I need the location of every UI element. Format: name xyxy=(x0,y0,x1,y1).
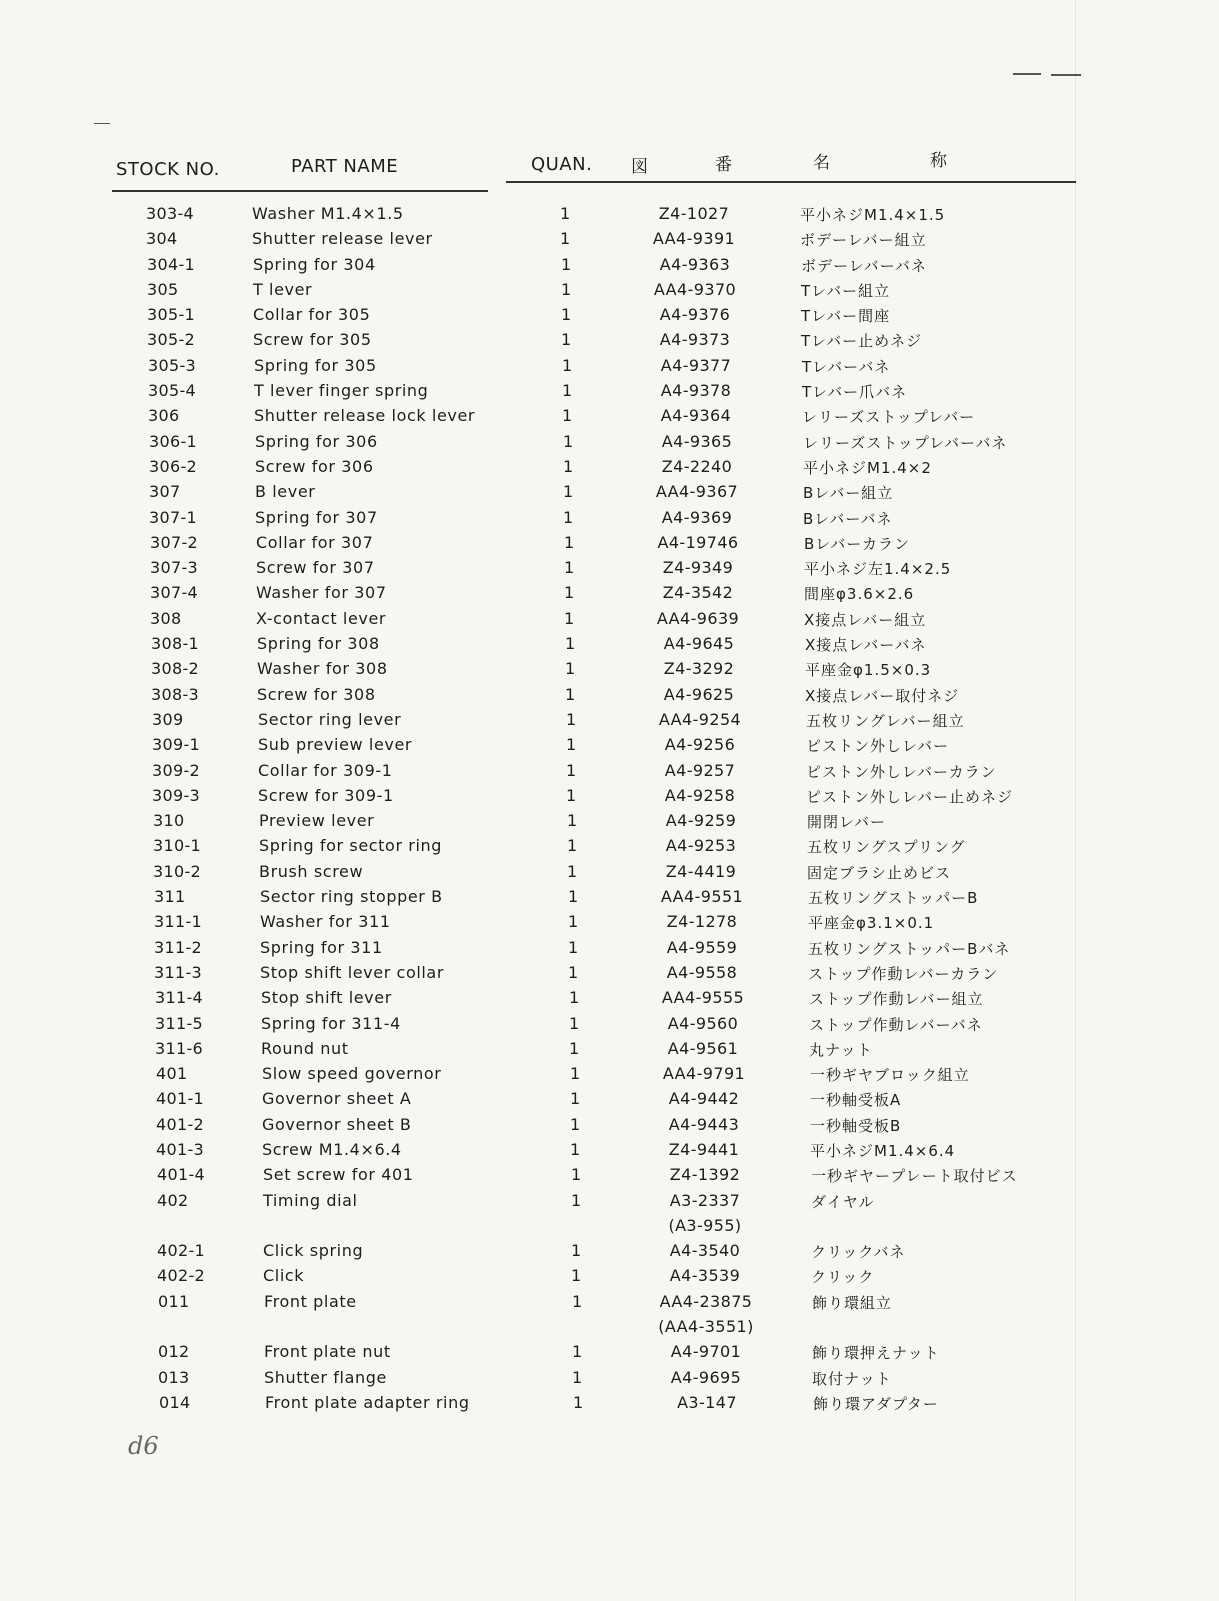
table-row xyxy=(5,631,1219,656)
table-row xyxy=(6,783,1219,808)
part-name-cell: Spring for 304 xyxy=(253,254,376,274)
quantity-cell: 1 xyxy=(572,1291,583,1311)
figure-number-cell: A4-3540 xyxy=(669,1241,741,1261)
figure-number-cell: Z4-1027 xyxy=(658,204,730,223)
part-name-cell: Collar for 307 xyxy=(256,532,374,552)
table-row xyxy=(11,1162,1219,1187)
figure-number-cell: A4-9561 xyxy=(667,1038,739,1058)
quantity-cell: 1 xyxy=(570,1114,581,1134)
part-name-cell: T lever xyxy=(253,279,313,299)
japanese-name-cell: 平小ネジM1.4×2 xyxy=(803,458,932,477)
part-name-cell: Click xyxy=(263,1266,305,1286)
table-row xyxy=(7,859,1219,884)
table-row xyxy=(5,656,1219,681)
figure-number-cell: A4-9625 xyxy=(663,684,735,704)
stock-no-cell: 311-4 xyxy=(155,988,203,1008)
table-row xyxy=(6,707,1219,732)
quantity-cell: 1 xyxy=(571,1241,582,1261)
figure-number-cell: Z4-3292 xyxy=(663,659,735,679)
stock-no-cell: 308-1 xyxy=(151,634,199,654)
quantity-cell: 1 xyxy=(567,861,578,881)
figure-number-cell: A3-2337 xyxy=(669,1190,741,1210)
figure-number-cell: AA4-9555 xyxy=(661,988,745,1008)
quantity-cell: 1 xyxy=(566,785,577,805)
japanese-name-cell: 平小ネジ左1.4×2.5 xyxy=(804,560,952,579)
japanese-name-cell: ボデーレバーバネ xyxy=(801,256,927,275)
quantity-cell: 1 xyxy=(570,1064,581,1084)
table-row xyxy=(3,479,1219,504)
figure-number-cell: AA4-9551 xyxy=(660,887,744,907)
table-row xyxy=(13,1390,1219,1415)
part-name-cell: Sector ring stopper B xyxy=(260,887,443,907)
quantity-cell: 1 xyxy=(568,962,579,982)
quantity-cell: 1 xyxy=(565,634,576,654)
quantity-cell: 1 xyxy=(566,735,577,755)
header-stock-no: STOCK NO. xyxy=(116,159,220,180)
quantity-cell: 1 xyxy=(566,760,577,780)
quantity-cell: 1 xyxy=(569,1038,580,1058)
japanese-name-cell: X接点レバーバネ xyxy=(805,636,927,655)
part-name-cell: Stop shift lever xyxy=(261,988,392,1008)
table-row xyxy=(12,1289,1219,1340)
table-row xyxy=(9,1011,1219,1036)
japanese-name-cell: 固定ブラシ止めビス xyxy=(807,863,952,882)
figure-number-cell: A4-9377 xyxy=(660,355,732,375)
quantity-cell: 1 xyxy=(568,887,579,907)
part-name-cell: Spring for sector ring xyxy=(259,836,443,856)
figure-number-cell: AA4-23875 xyxy=(659,1291,753,1311)
table-row xyxy=(5,682,1219,707)
japanese-name-cell: X接点レバー取付ネジ xyxy=(805,686,960,705)
table-row xyxy=(7,833,1219,858)
part-name-cell: Brush screw xyxy=(259,861,364,881)
figure-number-cell: AA4-9254 xyxy=(658,709,742,729)
quantity-cell: 1 xyxy=(570,1139,581,1159)
japanese-name-cell: クリック xyxy=(811,1268,875,1287)
stock-no-cell: 402-1 xyxy=(157,1241,205,1261)
figure-number-cell: A4-9259 xyxy=(665,811,737,831)
quantity-cell: 1 xyxy=(566,709,577,729)
part-name-cell: Stop shift lever collar xyxy=(260,962,445,982)
table-row xyxy=(12,1339,1219,1364)
stock-no-cell: 305-1 xyxy=(147,305,195,325)
alt-figure-number-cell: (AA4-3551) xyxy=(658,1316,754,1336)
stock-no-cell: 304-1 xyxy=(147,254,195,274)
quantity-cell: 1 xyxy=(561,279,572,299)
japanese-name-cell: 平座金φ1.5×0.3 xyxy=(805,661,932,680)
figure-number-cell: A4-9253 xyxy=(665,836,737,856)
quantity-cell: 1 xyxy=(563,482,574,502)
figure-number-cell: A4-9378 xyxy=(660,381,732,401)
stock-no-cell: 310-2 xyxy=(153,861,201,881)
stock-no-cell: 309-3 xyxy=(152,785,200,805)
japanese-name-cell: Bレバーカラン xyxy=(804,534,910,553)
japanese-name-cell: 五枚リングストッパーB xyxy=(808,889,979,908)
part-name-cell: B lever xyxy=(255,482,316,502)
japanese-name-cell: Tレバー止めネジ xyxy=(801,332,923,351)
quantity-cell: 1 xyxy=(571,1165,582,1185)
stock-no-cell: 310 xyxy=(153,811,185,831)
japanese-name-cell: 取付ナット xyxy=(812,1369,892,1388)
japanese-name-cell: 飾り環アダプター xyxy=(813,1394,939,1413)
japanese-name-cell: 一秒軸受板A xyxy=(810,1091,902,1110)
quantity-cell: 1 xyxy=(568,912,579,932)
japanese-name-cell: ボデーレバー組立 xyxy=(800,231,927,250)
quantity-cell: 1 xyxy=(568,937,579,957)
part-name-cell: Shutter release lock lever xyxy=(254,406,476,426)
table-row xyxy=(2,378,1219,403)
figure-number-cell: A4-9257 xyxy=(664,760,736,780)
table-row xyxy=(11,1263,1219,1288)
stock-no-cell: 402 xyxy=(157,1190,189,1210)
stock-no-cell: 401-1 xyxy=(156,1089,204,1109)
table-row xyxy=(10,1137,1219,1162)
japanese-name-cell: レリーズストップレバー xyxy=(802,408,976,427)
japanese-name-cell: Tレバーバネ xyxy=(802,357,891,376)
japanese-name-cell: ダイヤル xyxy=(811,1192,875,1211)
japanese-name-cell: 飾り環組立 xyxy=(812,1293,893,1312)
stock-no-cell: 306 xyxy=(148,406,180,426)
part-name-cell: Washer M1.4×1.5 xyxy=(252,204,404,223)
quantity-cell: 1 xyxy=(564,558,575,578)
stock-no-cell: 307-1 xyxy=(149,507,197,527)
japanese-name-cell: 開閉レバー xyxy=(807,813,886,832)
part-name-cell: Slow speed governor xyxy=(262,1064,442,1084)
quantity-cell: 1 xyxy=(564,532,575,552)
figure-number-cell: AA4-9367 xyxy=(655,482,739,502)
quantity-cell: 1 xyxy=(563,507,574,527)
part-name-cell: Spring for 311-4 xyxy=(261,1013,401,1033)
part-name-cell: Collar for 305 xyxy=(253,305,371,325)
figure-number-cell: A4-19746 xyxy=(657,532,739,552)
figure-number-cell: AA4-9370 xyxy=(653,279,737,299)
stock-no-cell: 401 xyxy=(156,1064,188,1084)
part-name-cell: Preview lever xyxy=(259,811,375,831)
japanese-name-cell: ストップ作動レバー組立 xyxy=(809,990,984,1009)
table-row xyxy=(1,302,1219,327)
japanese-name-cell: ピストン外しレバー止めネジ xyxy=(806,787,1013,806)
scan-mark xyxy=(1013,73,1041,75)
part-name-cell: Screw M1.4×6.4 xyxy=(262,1139,402,1159)
japanese-name-cell: 丸ナット xyxy=(809,1040,873,1059)
quantity-cell: 1 xyxy=(564,608,575,628)
stock-no-cell: 013 xyxy=(158,1367,190,1387)
figure-number-cell: A4-9695 xyxy=(670,1367,742,1387)
table-row xyxy=(2,403,1219,428)
part-name-cell: Spring for 305 xyxy=(254,355,377,375)
stock-no-cell: 308 xyxy=(150,608,182,628)
table-row xyxy=(10,1086,1219,1111)
quantity-cell: 1 xyxy=(562,381,573,401)
quantity-cell: 1 xyxy=(569,988,580,1008)
figure-number-cell: A4-9365 xyxy=(661,431,733,451)
quantity-cell: 1 xyxy=(565,659,576,679)
table-row xyxy=(10,1061,1219,1086)
quantity-cell: 1 xyxy=(571,1266,582,1286)
scan-mark xyxy=(94,123,110,124)
stock-no-cell: 306-1 xyxy=(149,431,197,451)
part-name-cell: Set screw for 401 xyxy=(263,1165,414,1185)
japanese-name-cell: 一秒ギヤブロック組立 xyxy=(810,1066,970,1085)
stock-no-cell: 305-3 xyxy=(148,355,196,375)
header-jp-sho: 称 xyxy=(930,151,948,171)
figure-number-cell: A3-147 xyxy=(677,1392,737,1412)
stock-no-cell: 309-1 xyxy=(152,735,200,755)
part-name-cell: Shutter flange xyxy=(264,1367,387,1387)
table-row xyxy=(3,454,1219,479)
quantity-cell: 1 xyxy=(560,229,571,249)
header-part-name: PART NAME xyxy=(291,156,399,177)
figure-number-cell: A4-9645 xyxy=(663,634,735,654)
scan-mark xyxy=(1051,74,1081,76)
figure-number-cell: AA4-9791 xyxy=(662,1064,746,1084)
quantity-cell: 1 xyxy=(561,305,572,325)
japanese-name-cell: 五枚リングストッパーBバネ xyxy=(808,939,1011,958)
figure-number-cell: Z4-1278 xyxy=(666,912,738,932)
stock-no-cell: 303-4 xyxy=(146,204,194,223)
stock-no-cell: 307-4 xyxy=(150,583,198,603)
part-name-cell: Spring for 311 xyxy=(260,937,383,957)
part-name-cell: Screw for 306 xyxy=(255,456,374,476)
japanese-name-cell: 一秒軸受板B xyxy=(810,1116,902,1135)
part-name-cell: T lever finger spring xyxy=(254,381,429,401)
figure-number-cell: A4-9701 xyxy=(670,1342,742,1362)
header-jp-mei: 名 xyxy=(813,153,831,173)
part-name-cell: Spring for 306 xyxy=(255,431,378,451)
stock-no-cell: 011 xyxy=(158,1291,190,1311)
table-header xyxy=(0,150,1219,190)
figure-number-cell: Z4-9441 xyxy=(668,1139,740,1159)
figure-number-cell: A4-9373 xyxy=(659,330,731,350)
japanese-name-cell: ピストン外しレバー xyxy=(806,737,949,756)
figure-number-cell: A4-9364 xyxy=(660,406,732,426)
stock-no-cell: 308-2 xyxy=(151,659,199,679)
quantity-cell: 1 xyxy=(562,355,573,375)
table-row xyxy=(7,808,1219,833)
stock-no-cell: 304 xyxy=(146,229,178,249)
part-name-cell: Spring for 307 xyxy=(255,507,378,527)
japanese-name-cell: クリックバネ xyxy=(811,1243,906,1262)
table-row xyxy=(4,606,1219,631)
table-row xyxy=(4,530,1219,555)
table-row xyxy=(6,758,1219,783)
figure-number-cell: Z4-4419 xyxy=(665,861,737,881)
quantity-cell: 1 xyxy=(571,1190,582,1210)
stock-no-cell: 012 xyxy=(158,1342,190,1362)
quantity-cell: 1 xyxy=(564,583,575,603)
part-name-cell: Washer for 308 xyxy=(257,659,388,679)
japanese-name-cell: レリーズストップレバーバネ xyxy=(803,433,1008,452)
japanese-name-cell: Bレバーバネ xyxy=(803,509,893,528)
stock-no-cell: 401-3 xyxy=(156,1139,204,1159)
part-name-cell: Screw for 305 xyxy=(253,330,372,350)
table-row xyxy=(1,277,1219,302)
stock-no-cell: 307-3 xyxy=(150,558,198,578)
part-name-cell: Sub preview lever xyxy=(258,735,413,755)
stock-no-cell: 305 xyxy=(147,279,179,299)
japanese-name-cell: 平小ネジM1.4×6.4 xyxy=(810,1141,956,1160)
header-jp-zu: 図 xyxy=(631,157,649,177)
quantity-cell: 1 xyxy=(572,1342,583,1362)
stock-no-cell: 305-4 xyxy=(148,381,196,401)
header-rule-left xyxy=(112,190,488,192)
quantity-cell: 1 xyxy=(563,431,574,451)
figure-number-cell: A4-9376 xyxy=(659,305,731,325)
part-name-cell: Governor sheet B xyxy=(262,1114,412,1134)
table-row xyxy=(11,1238,1219,1263)
stock-no-cell: 309-2 xyxy=(152,760,200,780)
part-name-cell: Round nut xyxy=(261,1038,349,1058)
part-name-cell: Click spring xyxy=(263,1241,364,1261)
table-row xyxy=(8,884,1219,909)
stock-no-cell: 311-5 xyxy=(155,1013,203,1033)
figure-number-cell: Z4-1392 xyxy=(669,1165,741,1185)
table-row xyxy=(12,1365,1219,1390)
header-jp-ban: 番 xyxy=(715,155,733,175)
table-row xyxy=(0,201,1219,226)
japanese-name-cell: 平座金φ3.1×0.1 xyxy=(808,914,935,933)
table-row xyxy=(3,505,1219,530)
japanese-name-cell: 飾り環押えナット xyxy=(812,1344,940,1363)
japanese-name-cell: 五枚リングスプリング xyxy=(807,838,966,857)
part-name-cell: Timing dial xyxy=(263,1190,358,1210)
stock-no-cell: 311-2 xyxy=(154,937,202,957)
stock-no-cell: 306-2 xyxy=(149,456,197,476)
japanese-name-cell: X接点レバー組立 xyxy=(804,610,927,629)
japanese-name-cell: Tレバー爪バネ xyxy=(802,383,908,402)
figure-number-cell: AA4-9639 xyxy=(656,608,740,628)
part-name-cell: Washer for 311 xyxy=(260,912,391,932)
stock-no-cell: 308-3 xyxy=(151,684,199,704)
part-name-cell: Governor sheet A xyxy=(262,1089,412,1109)
figure-number-cell: A4-9256 xyxy=(664,735,736,755)
japanese-name-cell: Tレバー間座 xyxy=(801,307,891,326)
table-row xyxy=(1,252,1219,277)
table-row xyxy=(2,353,1219,378)
japanese-name-cell: 間座φ3.6×2.6 xyxy=(804,585,915,604)
parts-table xyxy=(0,201,1219,1415)
japanese-name-cell: Tレバー組立 xyxy=(801,281,891,300)
part-name-cell: X-contact lever xyxy=(256,608,387,628)
quantity-cell: 1 xyxy=(569,1013,580,1033)
part-name-cell: Washer for 307 xyxy=(256,583,387,603)
stock-no-cell: 402-2 xyxy=(157,1266,205,1286)
part-name-cell: Shutter release lever xyxy=(252,229,433,249)
table-row xyxy=(11,1188,1219,1239)
stock-no-cell: 401-2 xyxy=(156,1114,204,1134)
part-name-cell: Collar for 309-1 xyxy=(258,760,393,780)
table-row xyxy=(8,909,1219,934)
quantity-cell: 1 xyxy=(560,204,571,223)
stock-no-cell: 311 xyxy=(154,887,186,907)
table-row xyxy=(8,960,1219,985)
stock-no-cell: 310-1 xyxy=(153,836,201,856)
quantity-cell: 1 xyxy=(572,1367,583,1387)
table-row xyxy=(6,732,1219,757)
stock-no-cell: 311-6 xyxy=(155,1038,203,1058)
stock-no-cell: 309 xyxy=(152,709,184,729)
quantity-cell: 1 xyxy=(561,254,572,274)
figure-number-cell: Z4-9349 xyxy=(662,558,734,578)
part-name-cell: Sector ring lever xyxy=(258,709,402,729)
table-row xyxy=(1,327,1219,352)
table-row xyxy=(3,429,1219,454)
part-name-cell: Screw for 309-1 xyxy=(258,785,394,805)
figure-number-cell: A4-9369 xyxy=(661,507,733,527)
table-row xyxy=(0,226,1219,251)
japanese-name-cell: 平小ネジM1.4×1.5 xyxy=(800,206,946,224)
japanese-name-cell: Bレバー組立 xyxy=(803,484,894,503)
figure-number-cell: A4-9442 xyxy=(668,1089,740,1109)
figure-number-cell: Z4-2240 xyxy=(661,456,733,476)
figure-number-cell: A4-9560 xyxy=(667,1013,739,1033)
part-name-cell: Front plate xyxy=(264,1291,357,1311)
quantity-cell: 1 xyxy=(567,836,578,856)
handwritten-note: d6 xyxy=(128,1432,159,1460)
table-row xyxy=(4,580,1219,605)
header-quan: QUAN. xyxy=(531,154,593,175)
table-row xyxy=(4,555,1219,580)
japanese-name-cell: 五枚リングレバー組立 xyxy=(806,711,965,730)
japanese-name-cell: ストップ作動レバーバネ xyxy=(809,1015,983,1034)
part-name-cell: Spring for 308 xyxy=(257,634,380,654)
quantity-cell: 1 xyxy=(567,811,578,831)
quantity-cell: 1 xyxy=(570,1089,581,1109)
stock-no-cell: 311-3 xyxy=(154,962,202,982)
quantity-cell: 1 xyxy=(562,406,573,426)
table-row xyxy=(10,1112,1219,1137)
quantity-cell: 1 xyxy=(563,456,574,476)
figure-number-cell: A4-9559 xyxy=(666,937,738,957)
table-row xyxy=(9,1036,1219,1061)
stock-no-cell: 311-1 xyxy=(154,912,202,932)
figure-number-cell: A4-9443 xyxy=(668,1114,740,1134)
alt-figure-number-cell: (A3-955) xyxy=(668,1215,742,1235)
japanese-name-cell: ストップ作動レバーカラン xyxy=(808,964,999,983)
figure-number-cell: Z4-3542 xyxy=(662,583,734,603)
stock-no-cell: 401-4 xyxy=(157,1165,205,1185)
japanese-name-cell: ピストン外しレバーカラン xyxy=(806,762,997,781)
table-row xyxy=(9,985,1219,1010)
figure-number-cell: AA4-9391 xyxy=(652,229,736,249)
part-name-cell: Screw for 308 xyxy=(257,684,376,704)
quantity-cell: 1 xyxy=(565,684,576,704)
stock-no-cell: 307-2 xyxy=(150,532,198,552)
table-row xyxy=(8,935,1219,960)
header-rule-right xyxy=(506,181,1076,183)
stock-no-cell: 305-2 xyxy=(147,330,195,350)
figure-number-cell: A4-9558 xyxy=(666,962,738,982)
part-name-cell: Front plate nut xyxy=(264,1342,391,1362)
part-name-cell: Front plate adapter ring xyxy=(265,1392,470,1412)
figure-number-cell: A4-3539 xyxy=(669,1266,741,1286)
figure-number-cell: A4-9363 xyxy=(659,254,731,274)
part-name-cell: Screw for 307 xyxy=(256,558,375,578)
quantity-cell: 1 xyxy=(561,330,572,350)
quantity-cell: 1 xyxy=(573,1392,584,1412)
japanese-name-cell: 一秒ギヤープレート取付ビス xyxy=(811,1167,1018,1186)
figure-number-cell: A4-9258 xyxy=(664,785,736,805)
stock-no-cell: 307 xyxy=(149,482,181,502)
stock-no-cell: 014 xyxy=(159,1392,191,1412)
